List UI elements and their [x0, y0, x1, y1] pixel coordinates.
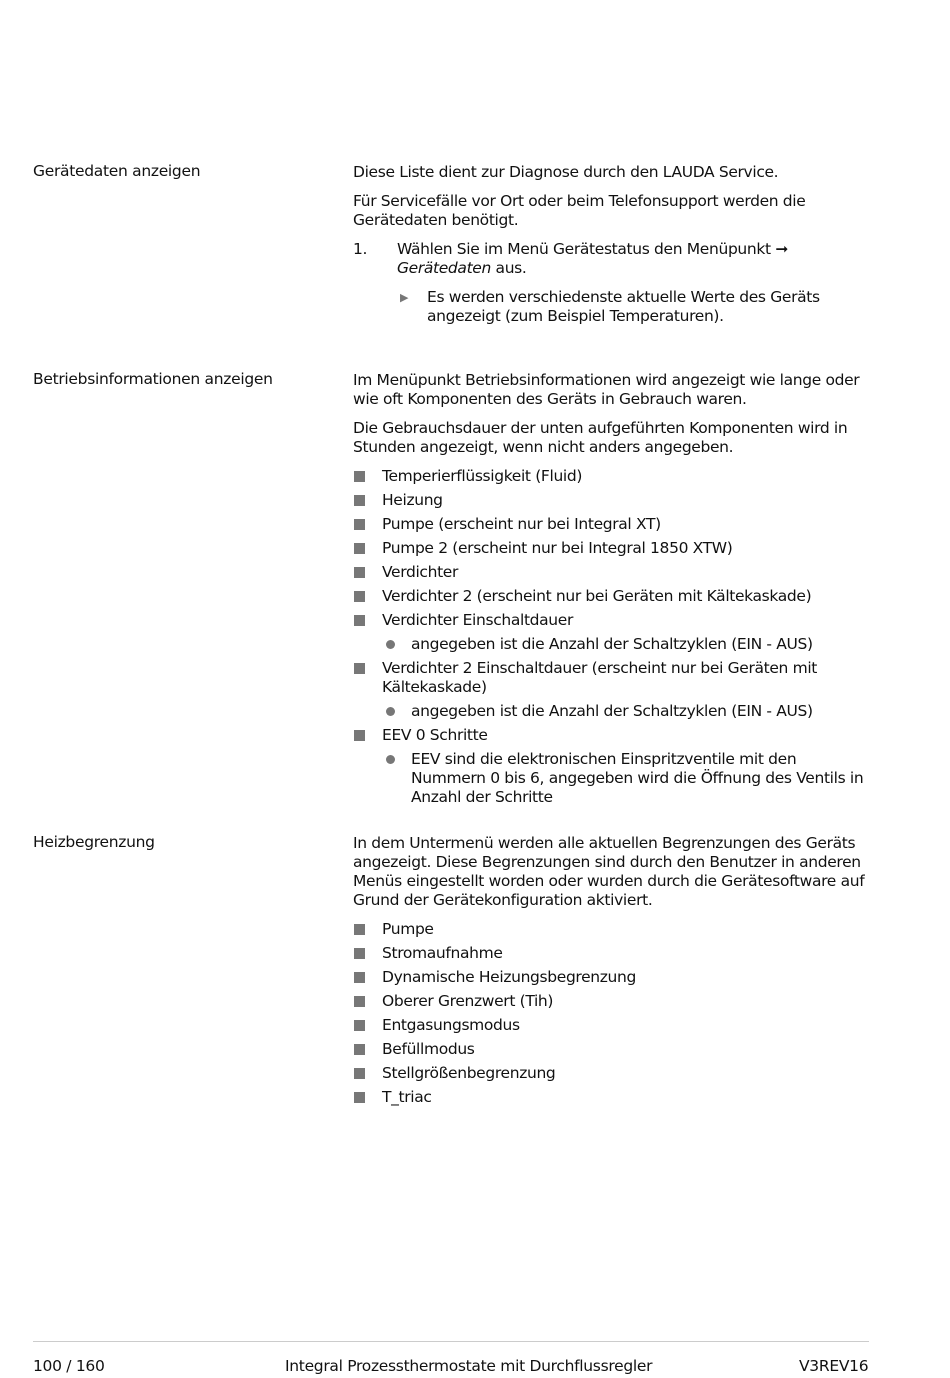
list-item: Entgasungsmodus [353, 1016, 868, 1035]
step-text-end: aus. [490, 259, 527, 277]
list-item: T_triac [353, 1088, 868, 1107]
limit-list [353, 920, 868, 1107]
sub-list [382, 750, 868, 807]
square-bullet-icon [354, 495, 365, 506]
result-triangle-icon: ▶ [400, 291, 409, 304]
list-item: Oberer Grenzwert (Tih) [353, 992, 868, 1011]
square-bullet-icon [354, 471, 365, 482]
sub-list-item: angegeben ist die Anzahl der Schaltzyklen (EIN - AUS) [382, 702, 868, 721]
list-item: Verdichter 2 Einschaltdauer (erscheint nur bei Geräten mit Kältekaskade) angegeben ist die Anzahl der Schaltzyklen (EIN - AUS) [353, 659, 868, 721]
component-list [353, 467, 868, 807]
square-bullet-icon [354, 543, 365, 554]
square-bullet-icon [354, 1044, 365, 1055]
list-item: Pumpe [353, 920, 868, 939]
list-item: Stellgrößenbegrenzung [353, 1064, 868, 1083]
instruction-step [353, 240, 868, 278]
document-version: V3REV16 [799, 1357, 869, 1375]
sub-list [382, 635, 868, 654]
square-bullet-icon [354, 730, 365, 741]
square-bullet-icon [354, 615, 365, 626]
square-bullet-icon [354, 567, 365, 578]
square-bullet-icon [354, 948, 365, 959]
paragraph: Für Servicefälle vor Ort oder beim Telefonsupport werden die Gerätedaten benötigt. [353, 192, 806, 229]
dot-bullet-icon [386, 640, 395, 649]
section-heading-heiz: Heizbegrenzung [33, 833, 155, 851]
square-bullet-icon [354, 1068, 365, 1079]
sub-list-item: angegeben ist die Anzahl der Schaltzyklen (EIN - AUS) [382, 635, 868, 654]
list-item: Pumpe 2 (erscheint nur bei Integral 1850 XTW) [353, 539, 868, 558]
section-heading-geraetedaten: Gerätedaten anzeigen [33, 162, 201, 180]
list-item: Verdichter Einschaltdauer angegeben ist die Anzahl der Schaltzyklen (EIN - AUS) [353, 611, 868, 654]
square-bullet-icon [354, 663, 365, 674]
list-item: Befüllmodus [353, 1040, 868, 1059]
footer-divider [33, 1341, 869, 1342]
section-heiz [353, 834, 868, 1112]
step-text: Wählen Sie im Menü Gerätestatus den Menüpunkt [397, 240, 776, 258]
square-bullet-icon [354, 1092, 365, 1103]
square-bullet-icon [354, 924, 365, 935]
section-heading-betrieb: Betriebsinformationen anzeigen [33, 370, 273, 388]
document-title: Integral Prozessthermostate mit Durchflussregler [285, 1357, 653, 1375]
arrow-icon: ➞ [775, 240, 788, 258]
section-betrieb [353, 371, 868, 812]
dot-bullet-icon [386, 755, 395, 764]
list-item: Dynamische Heizungsbegrenzung [353, 968, 868, 987]
sub-list-item: EEV sind die elektronischen Einspritzventile mit den Nummern 0 bis 6, angegeben wird die Öffnung des Ventils in Anzahl der Schritte [382, 750, 868, 807]
page-number: 100 / 160 [33, 1357, 105, 1375]
paragraph: Im Menüpunkt Betriebsinformationen wird angezeigt wie lange oder wie oft Komponenten des Geräts in Gebrauch waren. [353, 371, 860, 408]
square-bullet-icon [354, 519, 365, 530]
square-bullet-icon [354, 1020, 365, 1031]
paragraph: Diese Liste dient zur Diagnose durch den LAUDA Service. [353, 163, 779, 181]
list-item: Verdichter [353, 563, 868, 582]
list-item: Heizung [353, 491, 868, 510]
paragraph: Die Gebrauchsdauer der unten aufgeführten Komponenten wird in Stunden angezeigt, wenn nicht anders angegeben. [353, 419, 848, 456]
square-bullet-icon [354, 591, 365, 602]
step-number: 1. [353, 240, 368, 258]
square-bullet-icon [354, 972, 365, 983]
menu-link[interactable]: Gerätedaten [397, 259, 491, 277]
step-result [353, 288, 868, 326]
list-item: Stromaufnahme [353, 944, 868, 963]
list-item: Pumpe (erscheint nur bei Integral XT) [353, 515, 868, 534]
sub-list [382, 702, 868, 721]
dot-bullet-icon [386, 707, 395, 716]
paragraph: In dem Untermenü werden alle aktuellen Begrenzungen des Geräts angezeigt. Diese Begrenzungen sind durch den Benutzer in anderen Menüs eingestellt worden oder wurden durch die Gerätesoftware auf Grund der Gerätekonfiguration aktiviert. [353, 834, 865, 909]
square-bullet-icon [354, 996, 365, 1007]
section-geraetedaten [353, 163, 868, 326]
result-text: Es werden verschiedenste aktuelle Werte des Geräts angezeigt (zum Beispiel Temperaturen). [427, 288, 820, 325]
list-item: Verdichter 2 (erscheint nur bei Geräten mit Kältekaskade) [353, 587, 868, 606]
list-item: Temperierflüssigkeit (Fluid) [353, 467, 868, 486]
list-item: EEV 0 Schritte EEV sind die elektronischen Einspritzventile mit den Nummern 0 bis 6, angegeben wird die Öffnung des Ventils in Anzahl der Schritte [353, 726, 868, 807]
